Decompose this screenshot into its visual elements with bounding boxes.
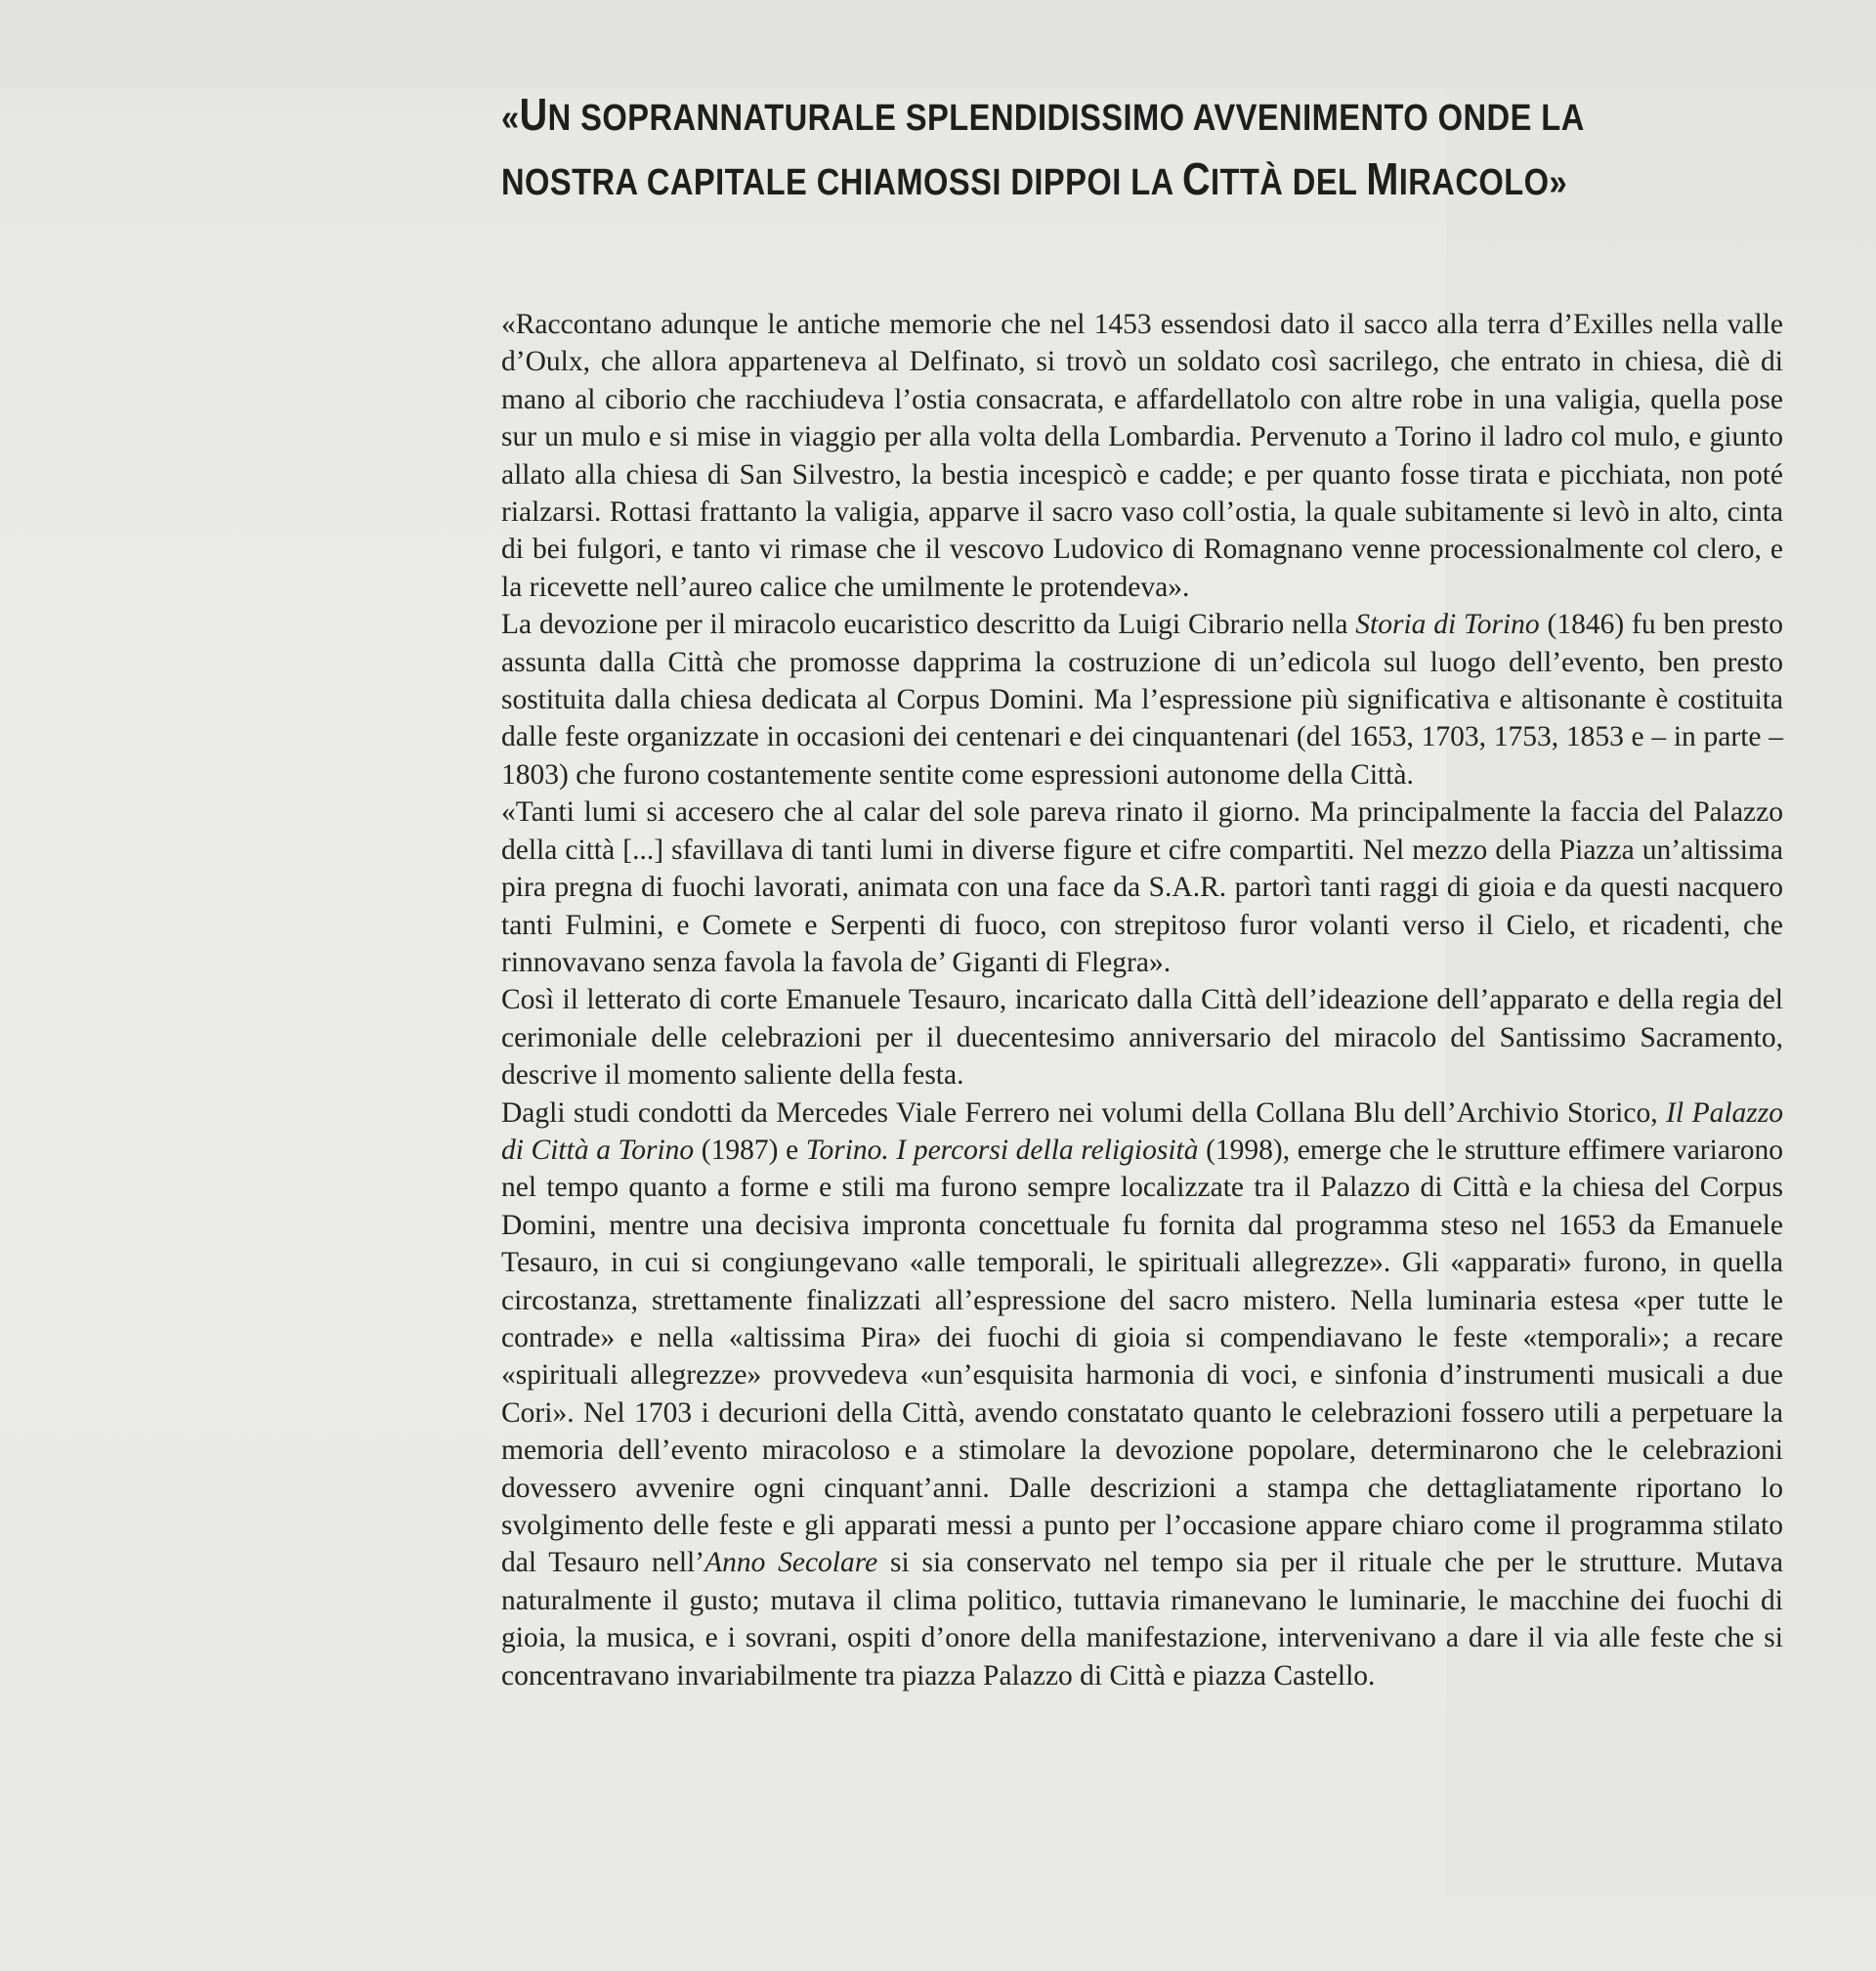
title-text-3: IRACOLO (1398, 162, 1550, 203)
title-cap-2: C (1181, 153, 1211, 204)
paragraph-2-text-a: La devozione per il miracolo eucaristico descritto da Luigi Cibrario nella (501, 609, 1356, 641)
title-cap-1: U (519, 89, 548, 140)
paragraph-5-book-title-3: Anno Secolare (704, 1547, 878, 1579)
paragraph-2 (501, 606, 1783, 793)
paragraph-2-book-title: Storia di Torino (1355, 609, 1540, 641)
paragraph-5-book-title-2: Torino. I percorsi della religiosità (805, 1134, 1199, 1166)
paragraph-4: Così il letterato di corte Emanuele Tesauro, incaricato dalla Città dell’ideazione dell’apparato e della regia del cerimoniale delle celebrazioni per il duecentesimo anniversario del miracolo del Santissimo Sacramento, descrive il momento saliente della festa. (501, 984, 1783, 1092)
title-open-quote: « (501, 98, 520, 139)
paragraph-5-text-a: Dagli studi condotti da Mercedes Viale Ferrero nei volumi della Collana Blu dell’Archivio Storico, (501, 1096, 1667, 1129)
paragraph-2-text-b: (1846) fu ben presto assunta dalla Città che promosse dapprima la costruzione di un’edicola sul luogo dell’evento, ben presto sostituita dalla chiesa dedicata al Corpus Domini. Ma l’espressione più significativa e altisonante è costituita dalle feste organizzate in occasioni dei centenari e dei cinquantenari (del 1653, 1703, 1753, 1853 e – in parte – 1803) che furono costantemente sentite come espressioni autonome della Città. (501, 609, 1783, 791)
paragraph-1: «Raccontano adunque le antiche memorie che nel 1453 essendosi dato il sacco alla terra d’Exilles nella valle d’Oulx, che allora apparteneva al Delfinato, si trovò un soldato così sacrilego, che entrato in chiesa, diè di mano al ciborio che racchiudeva l’ostia consacrata, e affardellatolo con altre robe in una valigia, quella pose sur un mulo e si mise in viaggio per alla volta della Lombardia. Pervenuto a Torino il ladro col mulo, e giunto allato alla chiesa di San Silvestro, la bestia incespicò e cadde; e per quanto fosse tirata e picchiata, non poté rialzarsi. Rottasi frattanto la valigia, apparve il sacro vaso coll’ostia, la quale subitamente si levò in alto, cinta di bei fulgori, e tanto vi rimase che il vescovo Ludovico di Romagnano venne processionalmente col clero, e la ricevette nell’aureo calice che umilmente le protendeva». (501, 309, 1783, 603)
paragraph-5-text-b: (1987) e (694, 1134, 806, 1166)
title-cap-3: M (1366, 153, 1399, 204)
title-text-1: N SOPRANNATURALE SPLENDIDISSIMO AVVENIMENTO ONDE LA NOSTRA CAPITALE CHIAMOSSI DIPPOI LA (501, 98, 1584, 203)
page-title (501, 84, 1619, 213)
scan-top-band (0, 0, 1876, 88)
paragraph-3: «Tanti lumi si accesero che al calar del sole pareva rinato il giorno. Ma principalmente la faccia del Palazzo della città [...] sfavillava di tanti lumi in diverse figure et cifre compartiti. Nel mezzo della Piazza un’altissima pira pregna di fuochi lavorati, animata con una face da S.A.R. partorì tanti raggi di gioia e da questi nacquero tanti Fulmini, e Comete e Serpenti di fuoco, con strepitoso furor volanti verso il Cielo, et ricadenti, che rinnovavano senza favola la favola de’ Giganti di Flegra». (501, 796, 1783, 978)
paragraph-5-text-d: si sia conservato nel tempo sia per il rituale che per le strutture. Mutava naturalmente il gusto; mutava il clima politico, tuttavia rimanevano le luminarie, le macchine dei fuochi di gioia, la musica, e i sovrani, ospiti d’onore della manifestazione, intervenivano a dare il via alle feste che si concentravano invariabilmente tra piazza Palazzo di Città e piazza Castello. (501, 1547, 1783, 1692)
paragraph-5-book-title-1: Il Palazzo di Città a Torino (501, 1096, 1783, 1166)
paragraph-5 (501, 1094, 1783, 1695)
title-text-2: ITTÀ DEL (1210, 162, 1367, 203)
paragraph-5-text-c: (1998), emerge che le strutture effimere variarono nel tempo quanto a forme e stili ma furono sempre localizzate tra il Palazzo di Città e la chiesa del Corpus Domini, mentre una decisiva impronta concettuale fu fornita dal programma steso nel 1653 da Emanuele Tesauro, in cui si congiungevano «alle temporali, le spirituali allegrezze». Gli «apparati» furono, in quella circostanza, strettamente finalizzati all’espressione del sacro mistero. Nella luminaria estesa «per tutte le contrade» e nella «altissima Pira» dei fuochi di gioia si compendiavano le feste «temporali»; a recare «spirituali allegrezze» provvedeva «un’esquisita harmonia di voci, e sinfonia d’instrumenti musicali a due Cori». Nel 1703 i decurioni della Città, avendo constatato quanto le celebrazioni fossero utili a perpetuare la memoria dell’evento miracoloso e a stimolare la devozione popolare, determinarono che le celebrazioni dovessero avvenire ogni cinquant’anni. Dalle descrizioni a stampa che dettagliatamente riportano lo svolgimento delle feste e gli apparati messi a punto per l’occasione appare chiaro come il programma stilato dal Tesauro nell’ (501, 1134, 1783, 1579)
title-close-quote: » (1549, 162, 1568, 203)
body-text (501, 306, 1783, 1694)
